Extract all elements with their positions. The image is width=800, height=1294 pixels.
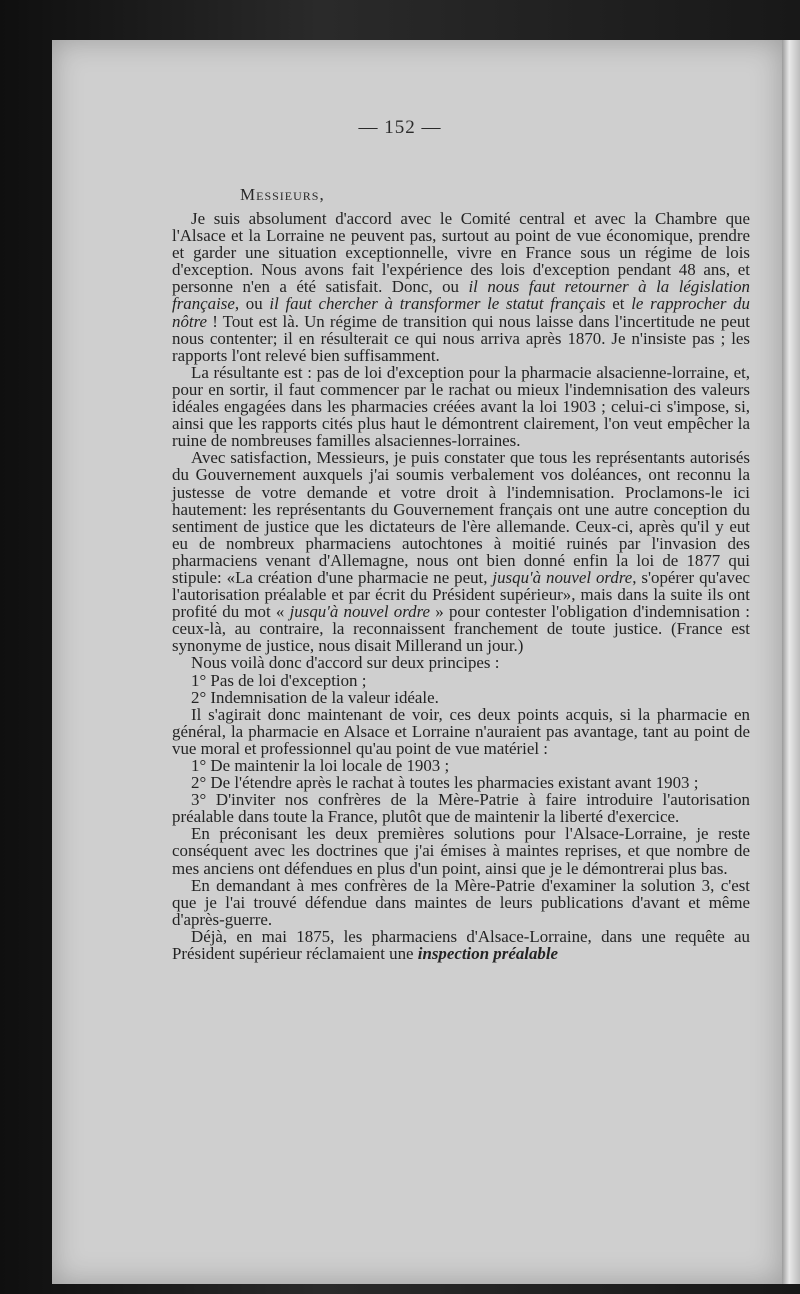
page-number: — 152 — xyxy=(358,117,442,138)
text-run: , ou xyxy=(234,294,270,314)
paragraph xyxy=(172,449,750,654)
italic-text: jusqu'à nouvel ordre xyxy=(492,567,633,587)
paragraph xyxy=(172,706,750,757)
paragraph xyxy=(172,928,750,962)
paragraph xyxy=(172,757,750,774)
italic-text: jusqu'à nouvel ordre xyxy=(289,602,431,622)
text-run: Déjà, en mai 1875, les pharmaciens d'Alsace-Lorraine, dans une requête au Président supérieur réclamaient une xyxy=(172,926,750,964)
body-text xyxy=(172,210,750,962)
text-run: 3° D'inviter nos confrères de la Mère-Patrie à faire introduire l'autorisation préalable dans toute la France, plutôt que de maintenir la liberté d'exercice. xyxy=(172,790,750,827)
italic-text: il faut chercher à transformer le statut français xyxy=(269,294,606,314)
paragraph xyxy=(172,672,750,689)
text-run: 1° Pas de loi d'exception ; xyxy=(191,670,367,690)
text-run: Il s'agirait donc maintenant de voir, ces deux points acquis, si la pharmacie en général, la pharmacie en Alsace et Lorraine n'auraient pas avantage, tant au point de vue moral et professionnel qu'au point de vue matériel : xyxy=(172,704,750,758)
text-run: Je suis absolument d'accord avec le Comité central et avec la Chambre que l'Alsace et la Lorraine ne peuvent pas, surtout au point de vue économique, prendre et garder une situation exceptionnelle, vivre en France sous un régime de lois d'exception. Nous avons fait l'expérience des lois d'exception pendant 48 ans, et personne n'en a été satisfait. Donc, ou xyxy=(172,209,750,297)
text-run: 2° De l'étendre après le rachat à toutes les pharmacies existant avant 1903 ; xyxy=(191,773,699,793)
text-run: En demandant à mes confrères de la Mère-Patrie d'examiner la solution 3, c'est que je l'ai trouvé défendue dans maintes de leurs publications d'avant et même d'après-guerre. xyxy=(172,875,750,929)
text-run: » pour contester l'obligation d'indemnisation : ceux-là, au contraire, la reconnaissent franchement de toute justice. (France est synonyme de justice, nous disait Millerand un jour.) xyxy=(172,602,750,656)
salutation: Messieurs, xyxy=(240,185,325,204)
text-run: ! Tout est là. Un régime de transition qui nous laisse dans l'incertitude ne peut nous contenter; il en résulterait ce qui nous arriva après 1870. Je n'insiste pas ; les rapports l'ont relevé bien suffisamment. xyxy=(172,311,750,365)
paragraph xyxy=(172,654,750,671)
text-run: Avec satisfaction, Messieurs, je puis constater que tous les représentants autorisés du Gouvernement auxquels j'ai soumis verbalement vos doléances, ont reconnu la justesse de votre demande et votre droit à l'indemnisation. Proclamons-le ici hautement: les représentants du Gouvernement français ont une autre conception du sentiment de justice que les dictateurs de l'ère allemande. Ceux-ci, après qu'il y eut eu de nombreux pharmaciens autochtones à moitié ruinés par l'invasion des pharmaciens venant d'Allemagne, nous ont bien donné enfin la loi de 1877 qui stipule: «La création d'une pharmacie ne peut, xyxy=(172,448,750,587)
text-run: , s'opérer qu'avec l'autorisation préalable et par écrit du Président supérieur», mais dans la suite ils ont profité du mot « xyxy=(172,567,750,622)
italic-text: le rapprocher du nôtre xyxy=(172,294,750,331)
paragraph xyxy=(172,210,750,364)
text-run: 1° De maintenir la loi locale de 1903 ; xyxy=(191,756,450,775)
text-run: La résultante est : pas de loi d'exception pour la pharmacie alsacienne-lorraine, et, pour en sortir, il faut commencer par le rachat ou mieux l'indemnisation des valeurs idéales engagées dans les pharmacies créées avant la loi 1903 ; celui-ci s'impose, si, ainsi que les rapports cités plus haut le démontrent clairement, l'on veut empêcher la ruine de nombreuses familles alsaciennes-lorraines. xyxy=(172,362,750,451)
paragraph xyxy=(172,877,750,928)
text-run: et xyxy=(605,294,632,314)
paragraph xyxy=(172,689,750,706)
paragraph xyxy=(172,774,750,791)
emphasis-text: inspection préalable xyxy=(417,944,559,964)
bold-italic-run xyxy=(418,944,558,963)
paragraph xyxy=(172,791,750,825)
page-edge xyxy=(782,40,800,1284)
text-run: En préconisant les deux premières solutions pour l'Alsace-Lorraine, je reste conséquent avec les doctrines que j'ai émises à maintes reprises, et que nombre de mes anciens ont défendues en plus d'un point, ainsi que je le démontrerai plus bas. xyxy=(172,824,750,878)
paragraph xyxy=(172,825,750,876)
italic-text: il nous faut retourner à la législation française xyxy=(172,277,751,314)
text-run: Nous voilà donc d'accord sur deux principes : xyxy=(191,653,500,673)
paragraph xyxy=(172,364,750,449)
text-run: 2° Indemnisation de la valeur idéale. xyxy=(191,687,439,707)
